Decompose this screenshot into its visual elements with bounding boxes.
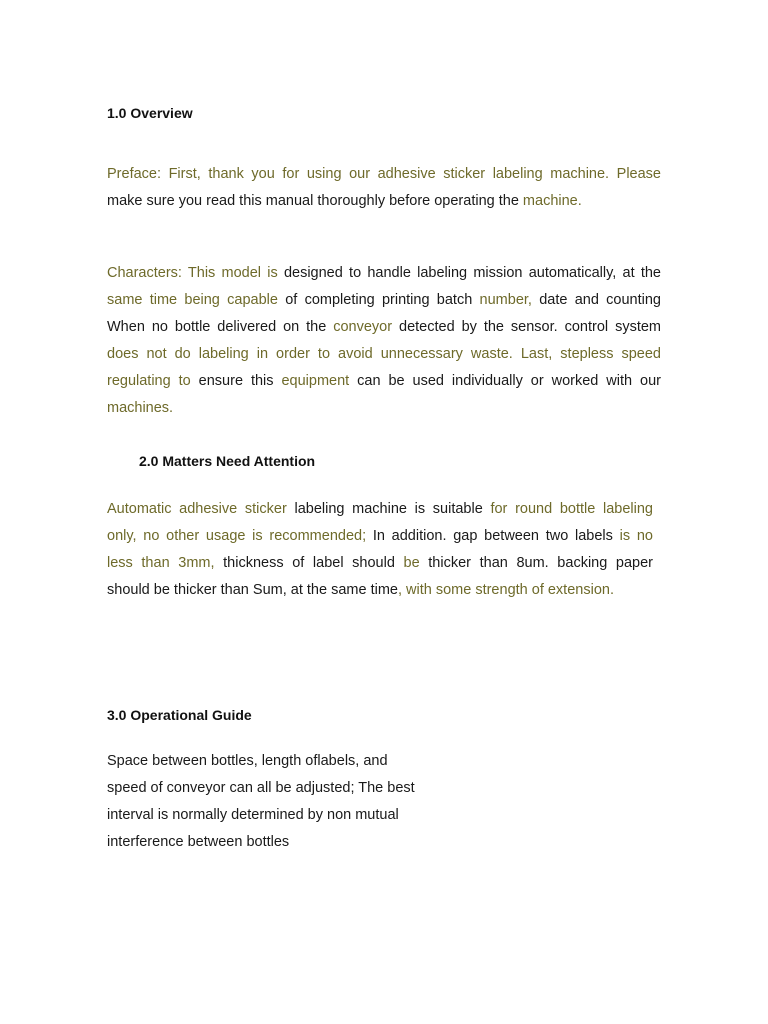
text-line xyxy=(107,161,661,188)
text-segment: less than 3mm, xyxy=(107,555,224,571)
text-segment: make sure you read this manual thoroughly before operating the xyxy=(107,193,523,209)
text-line xyxy=(107,395,661,422)
heading-overview: 1.0 Overview xyxy=(107,105,193,121)
text-segment: should be thicker than Sum, at the same time xyxy=(107,582,398,598)
text-line xyxy=(107,188,661,215)
text-segment: designed to handle labeling mission automatically, at the xyxy=(283,265,661,281)
text-segment: is no xyxy=(619,528,653,544)
text-segment: When no bottle delivered on the xyxy=(107,319,334,335)
text-line xyxy=(107,577,653,604)
text-line xyxy=(107,341,661,368)
text-segment: does not do labeling in order to avoid unnecessary waste. xyxy=(107,346,521,362)
text-line xyxy=(107,287,661,314)
text-segment: be xyxy=(403,555,429,571)
text-line xyxy=(107,550,653,577)
paragraph-attention xyxy=(107,496,653,604)
text-segment: In addition. gap between two labels xyxy=(372,528,620,544)
heading-operational-guide: 3.0 Operational Guide xyxy=(107,707,252,723)
text-segment: regulating to xyxy=(107,373,199,389)
paragraph-operational xyxy=(107,748,415,856)
text-segment: for round bottle labeling xyxy=(490,501,653,517)
text-segment: date and counting xyxy=(539,292,661,308)
text-segment: thickness of label should xyxy=(223,555,404,571)
text-segment: labeling machine is suitable xyxy=(294,501,491,517)
text-segment: can be used individually or worked with our xyxy=(357,373,661,389)
text-segment: Automatic adhesive sticker xyxy=(107,501,295,517)
text-segment: Characters: This model is xyxy=(107,265,284,281)
text-segment: machines. xyxy=(107,400,174,416)
text-segment: same time being capable xyxy=(107,292,286,308)
text-line xyxy=(107,314,661,341)
text-line xyxy=(107,260,661,287)
text-segment: of completing printing batch xyxy=(285,292,480,308)
text-line: speed of conveyor can all be adjusted; The best xyxy=(107,780,415,796)
paragraph-characters xyxy=(107,260,661,422)
text-segment: number, xyxy=(479,292,540,308)
text-segment: Preface: First, thank you xyxy=(107,166,283,182)
text-segment: ensure this xyxy=(198,373,282,389)
text-segment: recommended; xyxy=(269,528,373,544)
text-line xyxy=(107,368,661,395)
text-segment: Last, stepless speed xyxy=(520,346,661,362)
text-line: interval is normally determined by non mutual xyxy=(107,807,399,823)
text-line xyxy=(107,496,653,523)
text-segment: only, no other usage is xyxy=(107,528,270,544)
text-segment: for using our adhesive sticker labeling machine. Please xyxy=(282,166,661,182)
text-line xyxy=(107,523,653,550)
text-segment: detected by the sensor. control system xyxy=(399,319,661,335)
text-segment: equipment xyxy=(281,373,358,389)
paragraph-preface xyxy=(107,161,661,215)
text-segment: conveyor xyxy=(333,319,400,335)
text-line: interference between bottles xyxy=(107,834,290,850)
text-segment: machine. xyxy=(522,193,582,209)
text-segment: thicker than 8um. backing paper xyxy=(428,555,653,571)
text-segment: , with xyxy=(397,582,436,598)
text-segment: some strength of extension. xyxy=(435,582,614,598)
text-line: Space between bottles, length oflabels, and xyxy=(107,753,388,769)
heading-matters-need-attention: 2.0 Matters Need Attention xyxy=(139,453,316,469)
